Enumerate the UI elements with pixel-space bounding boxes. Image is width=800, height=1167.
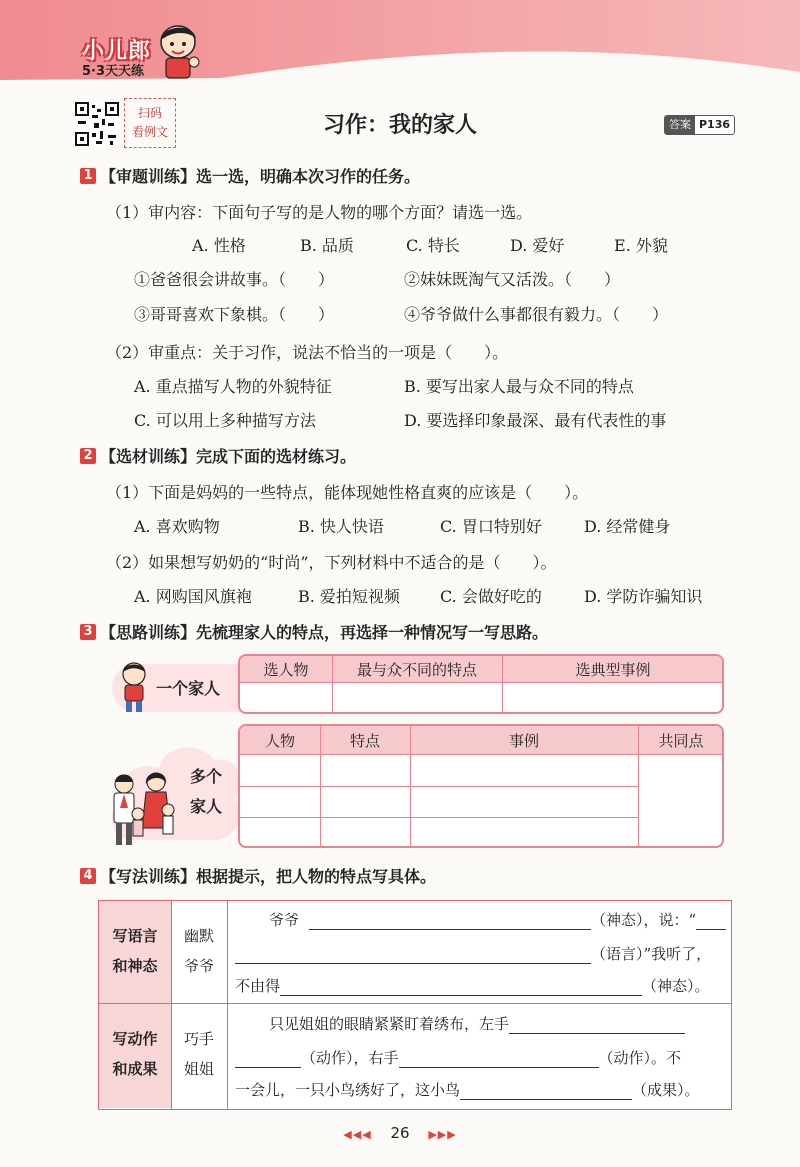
page-number: 26 [390, 1124, 410, 1142]
section-2-number: 2 [80, 448, 96, 464]
option-b: B. 品质 [300, 236, 354, 255]
single-header-person: 选人物 [263, 661, 309, 679]
multi-row-1[interactable] [240, 755, 320, 786]
row2-label-1: 写动作 [112, 1030, 158, 1048]
answer-badge[interactable] [664, 115, 735, 135]
row2-l3-a: 一会儿，一只小鸟绣好了，这小鸟 [235, 1081, 461, 1099]
section-4-heading-text: 【写法训练】根据提示，把人物的特点写具体。 [100, 867, 437, 886]
multi-header-feature: 特点 [349, 732, 380, 750]
scan-line-2: 看例文 [131, 125, 168, 139]
single-member-table [238, 654, 724, 714]
row1-l1-b: （神态），说：“ [591, 911, 697, 929]
s2-q2-option-c: C. 会做好吃的 [440, 587, 542, 606]
page-footer [0, 1124, 800, 1142]
item-3[interactable]: ③哥哥喜欢下象棋。（ ） [134, 305, 335, 324]
row2-label-2: 和成果 [112, 1060, 158, 1078]
section-1-heading-text: 【审题训练】选一选，明确本次习作的任务。 [100, 167, 421, 186]
section-2-question-2[interactable]: （2）如果想写奶奶的“时尚”，下列材料中不适合的是（ ）。 [106, 553, 557, 572]
next-arrows-icon[interactable]: ▶▶▶ [428, 1128, 457, 1141]
single-input-person[interactable] [240, 683, 332, 714]
section-1-question-2[interactable]: （2）审重点：关于习作，说法不恰当的一项是（ ）。 [106, 343, 509, 362]
multi-member-label [186, 762, 226, 822]
section-2-heading-text: 【选材训练】完成下面的选材练习。 [100, 447, 357, 466]
row1-line-2[interactable] [235, 943, 711, 964]
row1-label-1: 写语言 [112, 927, 158, 945]
row1-label-2: 和神态 [112, 957, 158, 975]
row1-line-3[interactable] [235, 975, 710, 996]
single-header-feature: 最与众不同的特点 [356, 661, 477, 679]
option-d: D. 爱好 [510, 236, 565, 255]
q2-option-b: B. 要写出家人最与众不同的特点 [404, 377, 634, 396]
q2-option-d: D. 要选择印象最深、最有代表性的事 [404, 411, 667, 430]
section-3-number: 3 [80, 624, 96, 640]
row2-line-2[interactable] [235, 1047, 681, 1068]
s2-q2-option-b: B. 爱拍短视频 [298, 587, 400, 606]
section-1-heading [80, 164, 420, 187]
q2-option-c: C. 可以用上多种描写方法 [134, 411, 316, 430]
section-3-heading-text: 【思路训练】先梳理家人的特点，再选择一种情况写一写思路。 [100, 623, 549, 642]
row2-l2-a: （动作），右手 [301, 1049, 399, 1067]
page-title: 习作：我的家人 [322, 113, 477, 138]
s2-q2-option-d: D. 学防诈骗知识 [584, 587, 703, 606]
s2-q1-option-b: B. 快人快语 [298, 517, 384, 536]
section-4-number: 4 [80, 868, 96, 884]
single-input-example[interactable] [503, 683, 724, 714]
row1-line-1[interactable] [269, 909, 726, 930]
row2-label [99, 1004, 171, 1108]
answer-label: 答案 [665, 116, 695, 134]
s2-q2-option-a: A. 网购国风旗袍 [134, 587, 252, 606]
boy-icon [116, 660, 152, 714]
row2-line-3[interactable] [235, 1079, 700, 1100]
section-3-heading [80, 620, 548, 643]
multi-row-2[interactable] [240, 787, 320, 817]
item-1[interactable]: ①爸爸很会讲故事。（ ） [134, 270, 335, 289]
family-icon [108, 762, 182, 848]
writing-practice-table [98, 900, 732, 1110]
row1-l3-a: 不由得 [235, 977, 281, 995]
section-4-heading [80, 864, 436, 887]
scan-line-1: 扫码 [137, 106, 162, 120]
multi-header-common: 共同点 [658, 732, 704, 750]
section-1-number: 1 [80, 168, 96, 184]
multi-common-input[interactable] [639, 755, 724, 848]
s2-q1-option-a: A. 喜欢购物 [134, 517, 220, 536]
option-c: C. 特长 [406, 236, 460, 255]
mascot-boy-icon [152, 22, 204, 80]
row1-person [171, 901, 227, 1003]
row2-l2-b: （动作）。不 [598, 1049, 682, 1067]
row2-l3-b: （成果）。 [632, 1081, 700, 1099]
option-e: E. 外貌 [614, 236, 668, 255]
multi-header-example: 事例 [508, 732, 539, 750]
item-2[interactable]: ②妹妹既淘气又活泼。（ ） [404, 270, 621, 289]
multi-member-label-2: 家人 [189, 797, 222, 816]
option-a: A. 性格 [192, 236, 246, 255]
row1-l3-b: （神态）。 [642, 977, 710, 995]
row1-label [99, 901, 171, 1003]
prev-arrows-icon[interactable]: ◀◀◀ [343, 1128, 372, 1141]
row1-l1-a: 爷爷 [269, 911, 300, 929]
multi-header-person: 人物 [264, 732, 295, 750]
multi-row-3[interactable] [240, 818, 320, 848]
q2-option-a: A. 重点描写人物的外貌特征 [134, 377, 332, 396]
item-4[interactable]: ④爷爷做什么事都很有毅力。（ ） [404, 305, 669, 324]
single-input-feature[interactable] [333, 683, 502, 714]
single-header-example: 选典型事例 [575, 661, 651, 679]
multi-member-table [238, 724, 724, 848]
s2-q1-option-d: D. 经常健身 [584, 517, 671, 536]
row1-l2: （语言）”我听了， [591, 945, 712, 963]
row2-l1: 只见姐姐的眼睛紧紧盯着绣布，左手 [269, 1015, 510, 1033]
multi-member-label-1: 多个 [189, 767, 222, 786]
s2-q1-option-c: C. 胃口特别好 [440, 517, 542, 536]
section-1-question-1: （1）审内容：下面句子写的是人物的哪个方面？请选一选。 [106, 203, 533, 222]
brand-subtitle: 5·3天天练 [82, 64, 145, 79]
single-member-label: 一个家人 [156, 679, 221, 698]
row2-person-1: 巧手 [183, 1030, 214, 1048]
section-2-question-1[interactable]: （1）下面是妈妈的一些特点，能体现她性格直爽的应该是（ ）。 [106, 483, 589, 502]
row1-person-2: 爷爷 [183, 957, 214, 975]
brand-logo-text: 小儿郎 [82, 39, 152, 64]
row2-person-2: 姐姐 [183, 1060, 214, 1078]
section-2-heading [80, 444, 356, 467]
row2-person [171, 1004, 227, 1108]
row1-person-1: 幽默 [183, 927, 214, 945]
row2-line-1[interactable] [269, 1013, 685, 1034]
answer-page: P136 [695, 116, 734, 134]
